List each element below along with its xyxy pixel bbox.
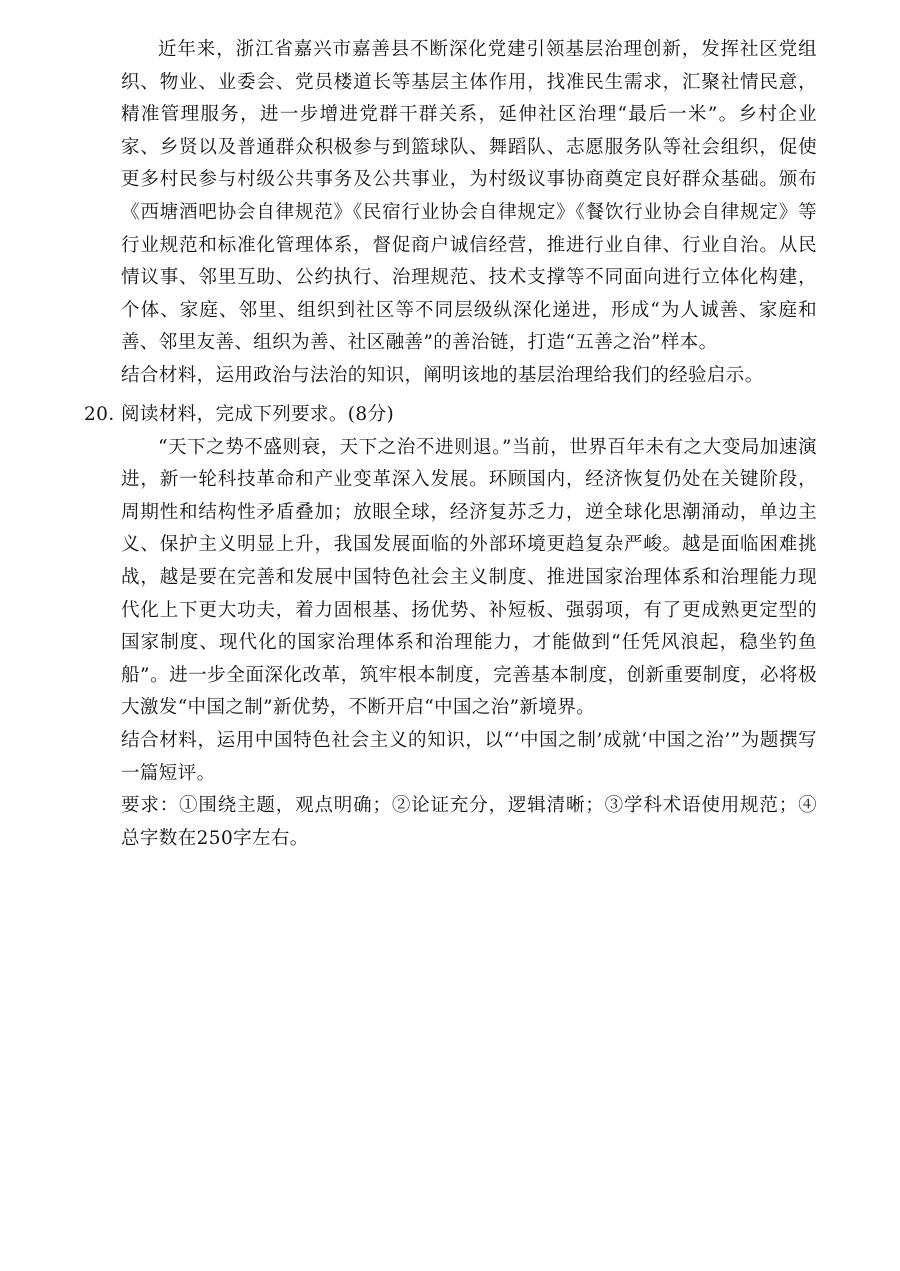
question-20-instruction: 阅读材料，完成下列要求。(8分) — [121, 404, 395, 425]
question-20-task: 结合材料，运用中国特色社会主义的知识，以“‘中国之制’成就‘中国之治’”为题撰写一篇短评。 — [121, 729, 817, 784]
question-20-material: “天下之势不盛则衰，天下之治不进则退。”当前，世界百年未有之大变局加速演进，新一轮科技革命和产业变革深入发展。环顾国内，经济恢复仍处在关键阶段，周期性和结构性矛盾叠加；放眼全球，经济复苏乏力，逆全球化思潮涌动，单边主义、保护主义明显上升，我国发展面临的外部环境更趋复杂严峻。越是面临困难挑战，越是要在完善和发展中国特色社会主义制度、推进国家治理体系和治理能力现代化上下更大功夫，着力固根基、扬优势、补短板、强弱项，有了更成熟更定型的国家制度、现代化的国家治理体系和治理能力，才能做到“任凭风浪起，稳坐钓鱼船”。进一步全面深化改革，筑牢根本制度，完善基本制度，创新重要制度，必将极大激发“中国之制”新优势，不断开启“中国之治”新境界。 — [121, 436, 817, 719]
question-20-header — [84, 399, 817, 432]
question-20-section — [84, 399, 817, 855]
question-19-section — [121, 34, 817, 393]
question-19-material: 近年来，浙江省嘉兴市嘉善县不断深化党建引领基层治理创新，发挥社区党组织、物业、业委会、党员楼道长等基层主体作用，找准民生需求，汇聚社情民意，精准管理服务，进一步增进党群干群关系，延伸社区治理“最后一米”。乡村企业家、乡贤以及普通群众积极参与到篮球队、舞蹈队、志愿服务队等社会组织，促使更多村民参与村级公共事务及公共事业，为村级议事协商奠定良好群众基础。颁布《西塘酒吧协会自律规范》《民宿行业协会自律规定》《餐饮行业协会自律规定》等行业规范和标准化管理体系，督促商户诚信经营，推进行业自律、行业自治。从民情议事、邻里互助、公约执行、治理规范、技术支撑等不同面向进行立体化构建，个体、家庭、邻里、组织到社区等不同层级纵深化递进，形成“为人诚善、家庭和善、邻里友善、组织为善、社区融善”的善治链，打造“五善之治”样本。 — [121, 39, 817, 354]
question-19-task: 结合材料，运用政治与法治的知识，阐明该地的基层治理给我们的经验启示。 — [121, 364, 764, 386]
question-20-requirements: 要求：①围绕主题，观点明确；②论证充分，逻辑清晰；③学科术语使用规范；④总字数在250字左右。 — [121, 795, 817, 849]
question-20-number: 20． — [84, 404, 128, 425]
